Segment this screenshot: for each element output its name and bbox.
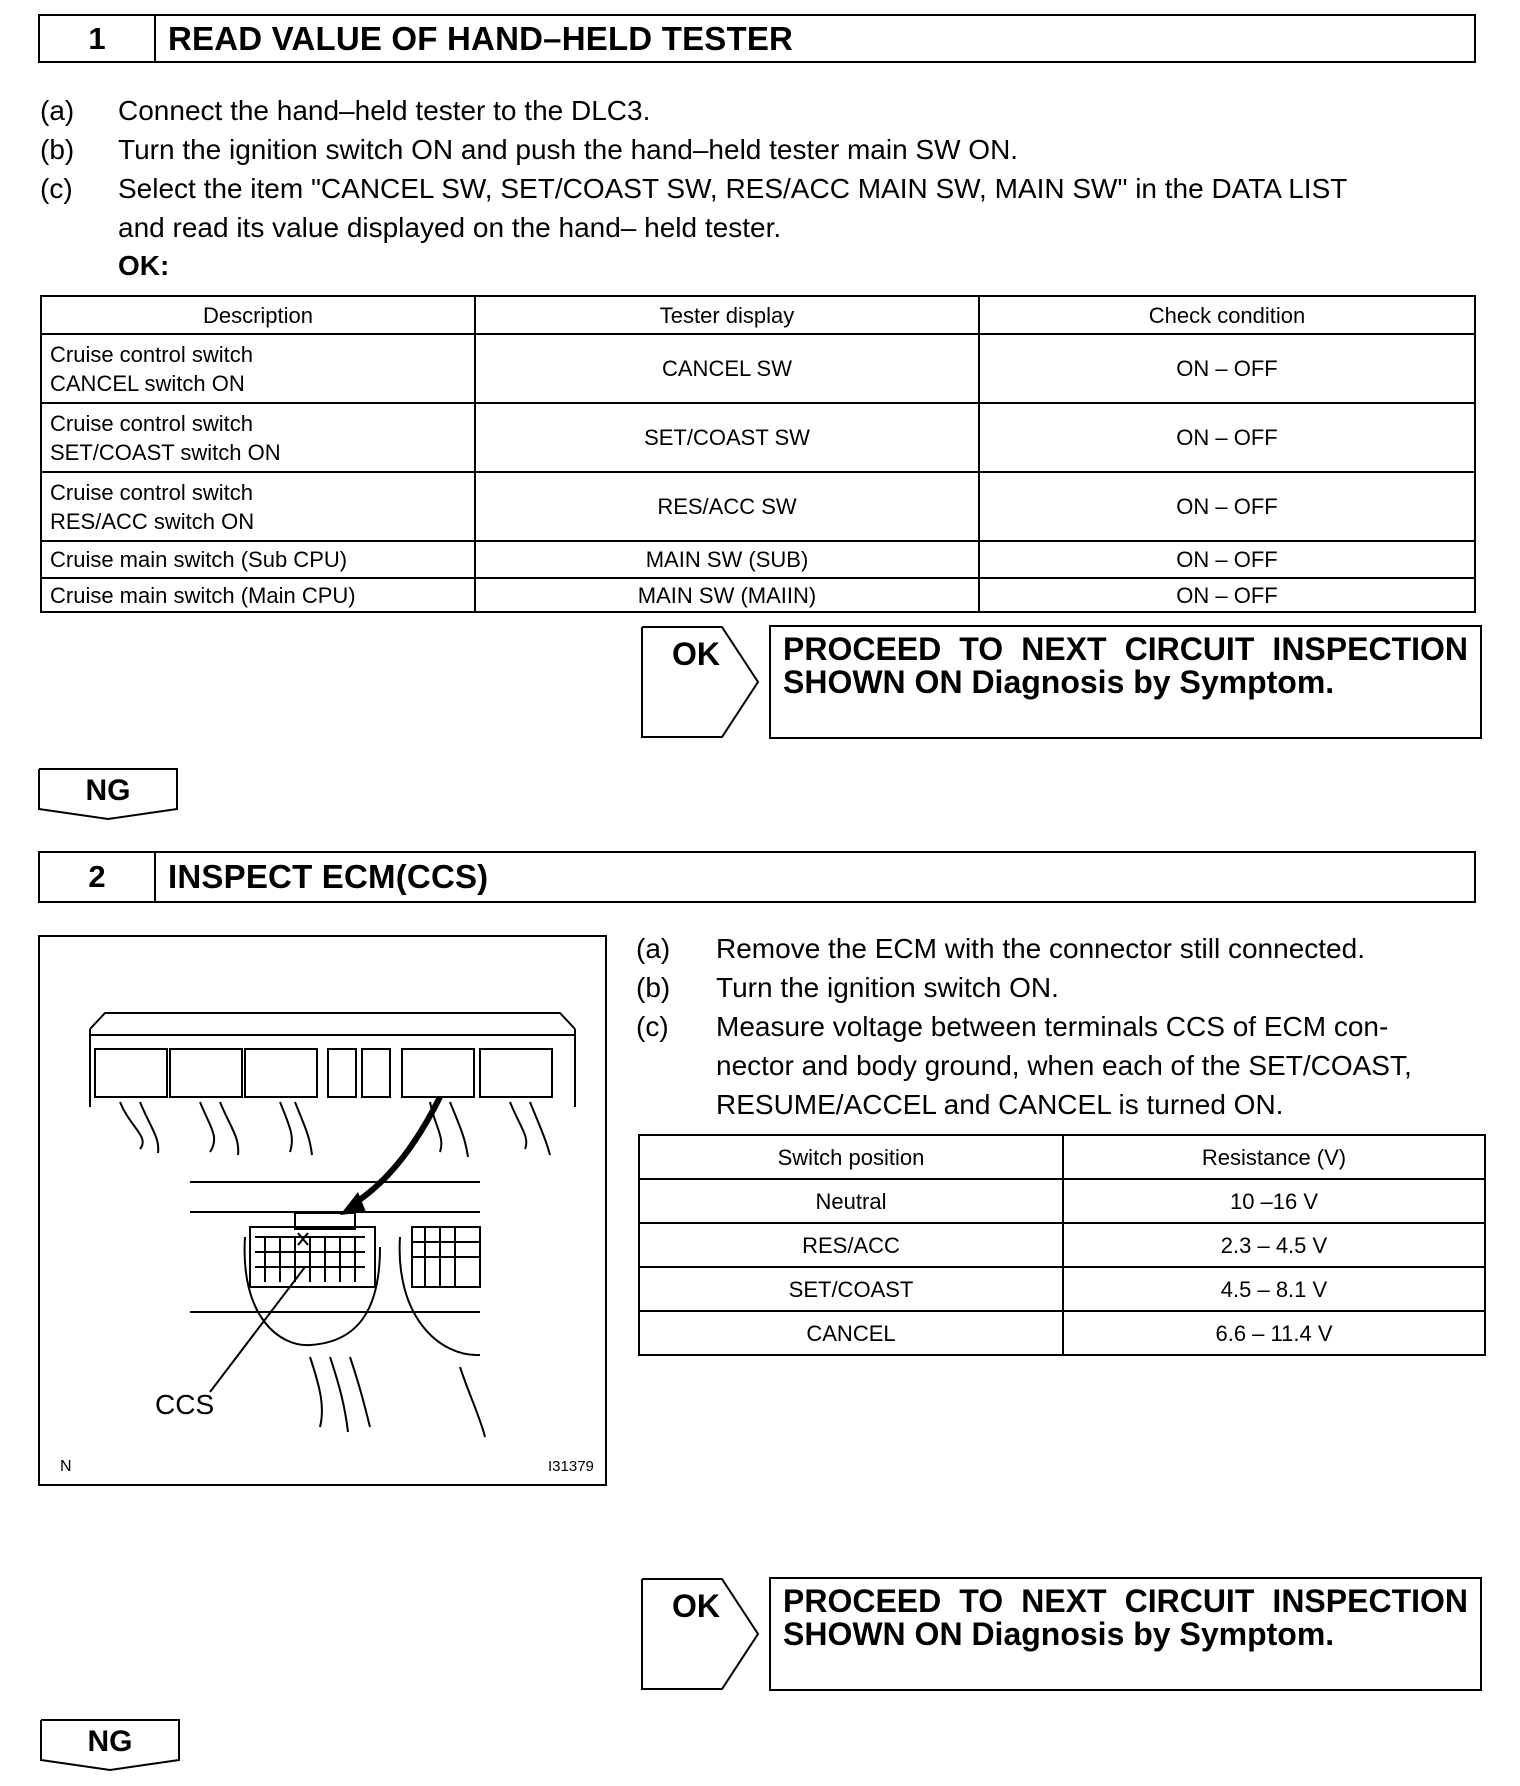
cell-line: Cruise control switch <box>50 410 253 436</box>
item-label: (b) <box>636 972 671 1003</box>
table-header: Check condition <box>979 296 1475 334</box>
ok-result-line1: PROCEED TO NEXT CIRCUIT INSPECTION <box>783 1583 1468 1619</box>
item-label: (b) <box>40 134 75 165</box>
table-cell: ON – OFF <box>979 541 1475 578</box>
table-row <box>41 334 1475 403</box>
item-text: Turn the ignition switch ON and push the hand–held tester main SW ON. <box>118 134 1019 165</box>
item-text-line1: Measure voltage between terminals CCS of ECM con- <box>716 1011 1389 1042</box>
ok-result-box <box>769 1577 1482 1691</box>
table-row <box>639 1223 1485 1267</box>
step-2-title: INSPECT ECM(CCS) <box>168 858 489 895</box>
item-text: Remove the ECM with the connector still connected. <box>716 933 1365 964</box>
voltage-table <box>638 1134 1486 1356</box>
ok-tag: OK <box>672 1588 720 1624</box>
table-cell: 4.5 – 8.1 V <box>1063 1267 1485 1311</box>
ecm-connector-figure <box>38 935 607 1486</box>
item-label: (a) <box>40 95 75 126</box>
table-row <box>41 578 1475 612</box>
table-cell: CANCEL SW <box>475 334 979 403</box>
figure-corner-left: N <box>60 1458 72 1475</box>
item-label: (a) <box>636 933 671 964</box>
table-cell: ON – OFF <box>979 472 1475 541</box>
item-label: (c) <box>636 1011 669 1042</box>
ok-tag: OK <box>672 636 720 672</box>
table-header: Description <box>41 296 475 334</box>
step-2-number: 2 <box>40 853 156 901</box>
table-row <box>639 1179 1485 1223</box>
step-2-header <box>38 851 1476 903</box>
item-text: Turn the ignition switch ON. <box>716 972 1059 1003</box>
ng-tag: NG <box>87 1725 133 1758</box>
step-1-header <box>38 14 1476 63</box>
table-cell <box>41 334 475 403</box>
table-header-row <box>41 296 1475 334</box>
table-cell: 10 –16 V <box>1063 1179 1485 1223</box>
table-cell: Cruise main switch (Sub CPU) <box>41 541 475 578</box>
table-cell: SET/COAST SW <box>475 403 979 472</box>
table-cell: ON – OFF <box>979 334 1475 403</box>
cell-line: RES/ACC switch ON <box>50 508 255 534</box>
ok-result-box <box>769 625 1482 739</box>
ok-result-line2: SHOWN ON Diagnosis by Symptom. <box>783 1616 1335 1652</box>
ng-tag: NG <box>85 774 131 807</box>
table-row <box>41 472 1475 541</box>
table-cell: 2.3 – 4.5 V <box>1063 1223 1485 1267</box>
step-1-number: 1 <box>40 16 156 61</box>
table-cell <box>41 403 475 472</box>
item-text-line3: RESUME/ACCEL and CANCEL is turned ON. <box>716 1089 1284 1120</box>
step-1-title: READ VALUE OF HAND–HELD TESTER <box>168 19 794 57</box>
ok-result-line2: SHOWN ON Diagnosis by Symptom. <box>783 664 1335 700</box>
table-cell: ON – OFF <box>979 578 1475 612</box>
figure-id: I31379 <box>548 1458 594 1475</box>
table-cell: 6.6 – 11.4 V <box>1063 1311 1485 1355</box>
table-header: Resistance (V) <box>1063 1135 1485 1179</box>
table-row <box>639 1311 1485 1355</box>
item-label: (c) <box>40 173 73 204</box>
table-cell: ON – OFF <box>979 403 1475 472</box>
ok-result-line1: PROCEED TO NEXT CIRCUIT INSPECTION <box>783 631 1468 667</box>
item-text-line2: and read its value displayed on the hand– held tester. <box>118 212 782 243</box>
item-text: Connect the hand–held tester to the DLC3. <box>118 95 651 126</box>
ecm-diagram-icon <box>40 937 605 1484</box>
table-cell: Cruise main switch (Main CPU) <box>41 578 475 612</box>
table-cell: RES/ACC <box>639 1223 1063 1267</box>
table-cell: SET/COAST <box>639 1267 1063 1311</box>
cell-line: CANCEL switch ON <box>50 370 245 396</box>
table-header: Tester display <box>475 296 979 334</box>
tester-data-table <box>40 295 1476 613</box>
table-cell: MAIN SW (SUB) <box>475 541 979 578</box>
figure-callout-ccs: CCS <box>155 1389 215 1420</box>
item-text-line2: nector and body ground, when each of the SET/COAST, <box>716 1050 1412 1081</box>
table-row <box>639 1267 1485 1311</box>
table-header-row <box>639 1135 1485 1179</box>
cell-line: SET/COAST switch ON <box>50 439 281 465</box>
table-cell: RES/ACC SW <box>475 472 979 541</box>
table-row <box>41 541 1475 578</box>
item-text-line1: Select the item "CANCEL SW, SET/COAST SW, RES/ACC MAIN SW, MAIN SW" in the DATA LIST <box>118 173 1348 204</box>
table-cell: CANCEL <box>639 1311 1063 1355</box>
cell-line: Cruise control switch <box>50 479 253 505</box>
table-cell: MAIN SW (MAIIN) <box>475 578 979 612</box>
ok-criteria-label: OK: <box>118 250 170 281</box>
cell-line: Cruise control switch <box>50 341 253 367</box>
table-cell: Neutral <box>639 1179 1063 1223</box>
table-row <box>41 403 1475 472</box>
table-header: Switch position <box>639 1135 1063 1179</box>
table-cell <box>41 472 475 541</box>
